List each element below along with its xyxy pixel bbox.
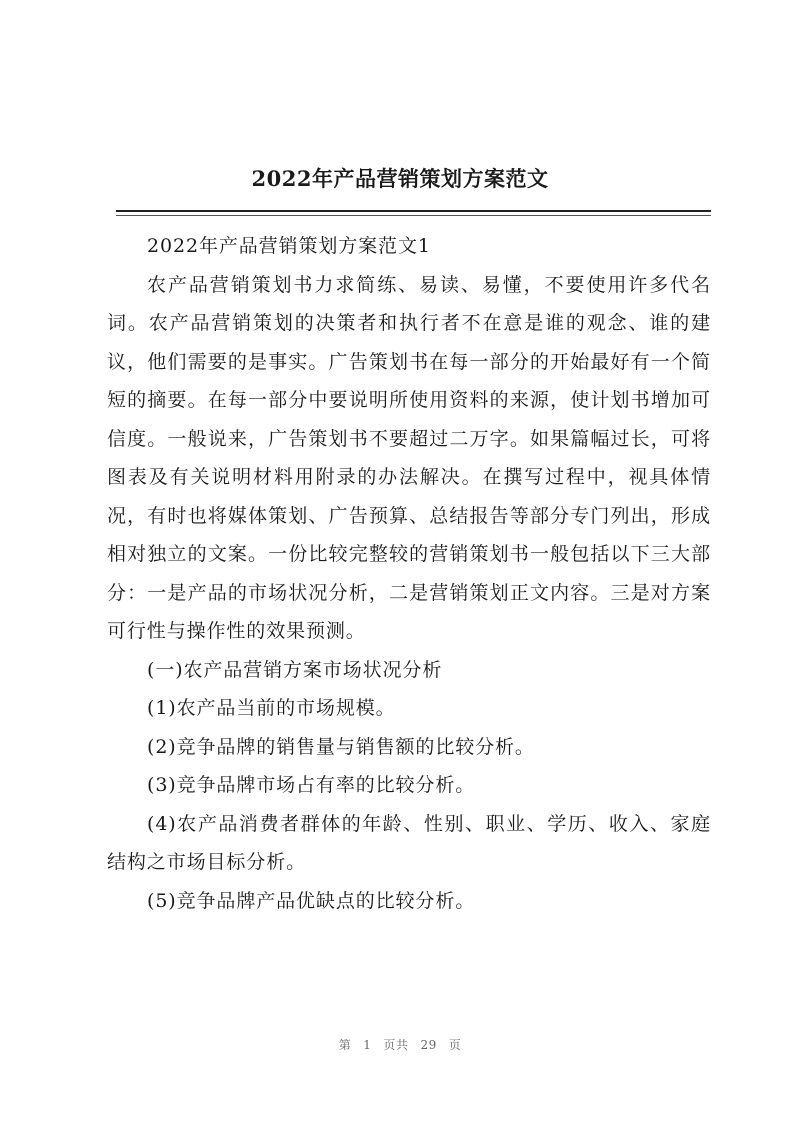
section-heading: 2022年产品营销策划方案范文1 (147, 235, 431, 257)
footer-prefix: 第 (338, 1038, 352, 1052)
list-item: (1)农产品当前的市场规模。 (147, 697, 396, 719)
list-item: (4)农产品消费者群体的年龄、性别、职业、学历、收入、家庭结构之市场目标分析。 (107, 812, 711, 873)
footer-total-pages: 29 (420, 1038, 437, 1052)
title-divider-thin (116, 215, 711, 216)
subheading: (一)农产品营销方案市场状况分析 (147, 658, 443, 681)
footer-middle: 页共 (383, 1038, 409, 1052)
document-title: 2022年产品营销策划方案范文 (251, 166, 549, 191)
document-body (107, 227, 711, 920)
page-footer (0, 1036, 800, 1053)
list-item: (3)竞争品牌市场占有率的比较分析。 (147, 774, 476, 796)
footer-suffix: 页 (448, 1038, 462, 1052)
body-paragraph: 农产品营销策划书力求简练、易读、易懂，不要使用许多代名词。农产品营销策划的决策者和执行者不在意是谁的观念、谁的建议，他们需要的是事实。广告策划书在每一部分的开始最好有一个简短的摘要。在每一部分中要说明所使用资料的来源，使计划书增加可信度。一般说来，广告策划书不要超过二万字。如果篇幅过长，可将图表及有关说明材料用附录的办法解决。在撰写过程中，视具体情况，有时也将媒体策划、广告预算、总结报告等部分专门列出，形成相对独立的文案。一份比较完整较的营销策划书一般包括以下三大部分：一是产品的市场状况分析，二是营销策划正文内容。三是对方案可行性与操作性的效果预测。 (107, 273, 711, 642)
footer-page-number: 1 (363, 1038, 372, 1052)
list-item: (5)竞争品牌产品优缺点的比较分析。 (147, 889, 476, 912)
list-item: (2)竞争品牌的销售量与销售额的比较分析。 (147, 735, 535, 758)
title-divider (116, 210, 711, 212)
